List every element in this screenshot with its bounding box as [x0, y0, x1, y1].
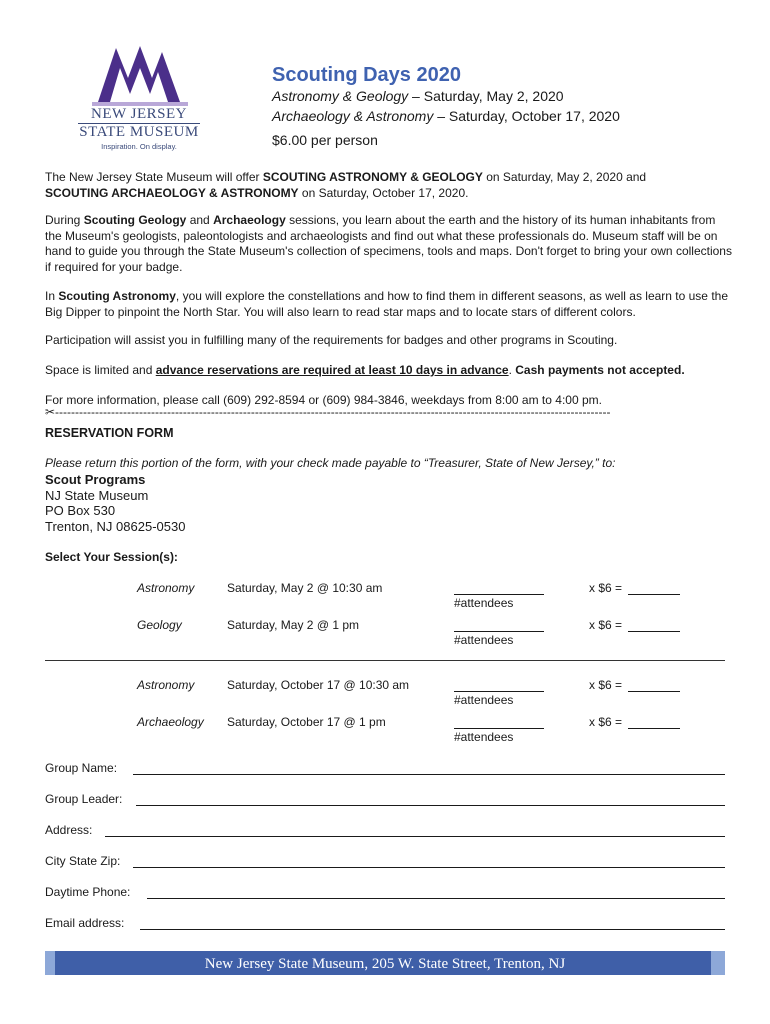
p2-text-e: sessions, you learn about the earth and the history of its human inhabitants from the Museum's geologists, paleontologists and archaeologists and find out what these professionals do. Museum staff will be on hand to guide you through the State Museum's collection of specimens, tools and maps. Don't forget to bring your own collections if required for your badge. [45, 213, 732, 274]
p2-geology: Scouting Geology [83, 213, 187, 227]
session-date: Saturday, May 2 @ 1 pm [227, 618, 360, 632]
cut-line: ✂------------------------------------------------------------------------------------------------------------------------------------------- [45, 405, 611, 419]
city-state-zip-label: City State Zip: [45, 854, 121, 868]
p1-program-2: SCOUTING ARCHAEOLOGY & ASTRONOMY [45, 185, 299, 200]
reservation-notice [45, 363, 735, 379]
total-field[interactable] [628, 691, 680, 692]
p1-text-a: The New Jersey State Museum will offer [45, 170, 263, 184]
p5-text-c: . [508, 363, 516, 377]
form-title: RESERVATION FORM [45, 426, 174, 440]
p5-cash-notice: Cash payments not accepted. [515, 363, 685, 377]
attendees-field[interactable] [454, 691, 544, 692]
session-divider [45, 660, 725, 661]
price-multiplier: x $6 = [589, 618, 623, 632]
session-name: Astronomy [137, 581, 195, 595]
p3-text-c: , you will explore the constellations and how to find them in different seasons, as well as learn to use the Big Dipper to pinpoint the North Star. You will also learn to read star maps and to locate stars of different colors. [45, 289, 728, 319]
session-name: Archaeology [137, 715, 204, 729]
address-field[interactable] [105, 836, 725, 837]
participation-paragraph: Participation will assist you in fulfilling many of the requirements for badges and other programs in Scouting. [45, 333, 618, 347]
p5-advance-notice: advance reservations are required at least 10 days in advance [155, 363, 509, 377]
page-title: Scouting Days 2020 [272, 64, 461, 86]
session-date: Saturday, October 17 @ 10:30 am [227, 678, 410, 692]
attendees-field[interactable] [454, 594, 544, 595]
p3-astronomy: Scouting Astronomy [58, 289, 176, 303]
attendees-field[interactable] [454, 728, 544, 729]
session1-date: – Saturday, May 2, 2020 [408, 88, 564, 104]
total-field[interactable] [628, 594, 680, 595]
city-state-zip-field[interactable] [133, 867, 725, 868]
group-name-field[interactable] [133, 774, 725, 775]
attendees-field[interactable] [454, 631, 544, 632]
mail-address-line2: NJ State Museum [45, 488, 149, 503]
session1-heading [272, 88, 564, 104]
p2-text-c: and [186, 213, 214, 227]
p1-text-e: on Saturday, October 17, 2020. [298, 185, 469, 200]
select-sessions-label: Select Your Session(s): [45, 550, 178, 564]
email-label: Email address: [45, 916, 125, 930]
mail-address-line3: PO Box 530 [45, 503, 116, 518]
price-multiplier: x $6 = [589, 715, 623, 729]
astronomy-paragraph [45, 289, 735, 320]
p5-text-a: Space is limited and [45, 363, 156, 377]
session-name: Geology [137, 618, 182, 632]
p2-archaeology: Archaeology [213, 213, 286, 227]
session2-topic: Archaeology & Astronomy [272, 108, 434, 124]
geology-paragraph [45, 213, 735, 275]
address-label: Address: [45, 823, 93, 837]
p3-text-a: In [45, 289, 59, 303]
mail-address-line4: Trenton, NJ 08625-0530 [45, 519, 186, 534]
email-field[interactable] [140, 929, 725, 930]
daytime-phone-field[interactable] [147, 898, 725, 899]
footer-edge-right [711, 951, 725, 975]
session2-heading [272, 108, 620, 124]
intro-paragraph [45, 170, 735, 201]
attendees-label: #attendees [454, 596, 514, 610]
daytime-phone-label: Daytime Phone: [45, 885, 131, 899]
session1-topic: Astronomy & Geology [272, 88, 409, 104]
p1-text-c: on Saturday, May 2, 2020 and [482, 170, 647, 184]
total-field[interactable] [628, 631, 680, 632]
group-name-label: Group Name: [45, 761, 118, 775]
mail-address-line1: Scout Programs [45, 472, 146, 487]
contact-paragraph: For more information, please call (609) 292-8594 or (609) 984-3846, weekdays from 8:00 am to 4:00 pm. [45, 393, 602, 407]
attendees-label: #attendees [454, 633, 514, 647]
group-leader-label: Group Leader: [45, 792, 123, 806]
footer-banner: New Jersey State Museum, 205 W. State Street, Trenton, NJ [45, 951, 725, 975]
price-text: $6.00 per person [272, 132, 378, 148]
logo-text-line2: STATE MUSEUM [79, 124, 199, 140]
group-leader-field[interactable] [136, 805, 725, 806]
attendees-label: #attendees [454, 693, 514, 707]
attendees-label: #attendees [454, 730, 514, 744]
p1-program-1: SCOUTING ASTRONOMY & GEOLOGY [262, 170, 483, 184]
session-date: Saturday, May 2 @ 10:30 am [227, 581, 383, 595]
p2-text-a: During [45, 213, 84, 227]
footer-edge-left [45, 951, 55, 975]
price-multiplier: x $6 = [589, 581, 623, 595]
logo-tagline: Inspiration. On display. [101, 142, 177, 151]
total-field[interactable] [628, 728, 680, 729]
logo-text-line1: NEW JERSEY [91, 106, 187, 122]
session-date: Saturday, October 17 @ 1 pm [227, 715, 386, 729]
price-multiplier: x $6 = [589, 678, 623, 692]
session-name: Astronomy [137, 678, 195, 692]
session2-date: – Saturday, October 17, 2020 [433, 108, 620, 124]
form-instructions: Please return this portion of the form, with your check made payable to “Treasurer, State of New Jersey,” to: [45, 456, 616, 470]
